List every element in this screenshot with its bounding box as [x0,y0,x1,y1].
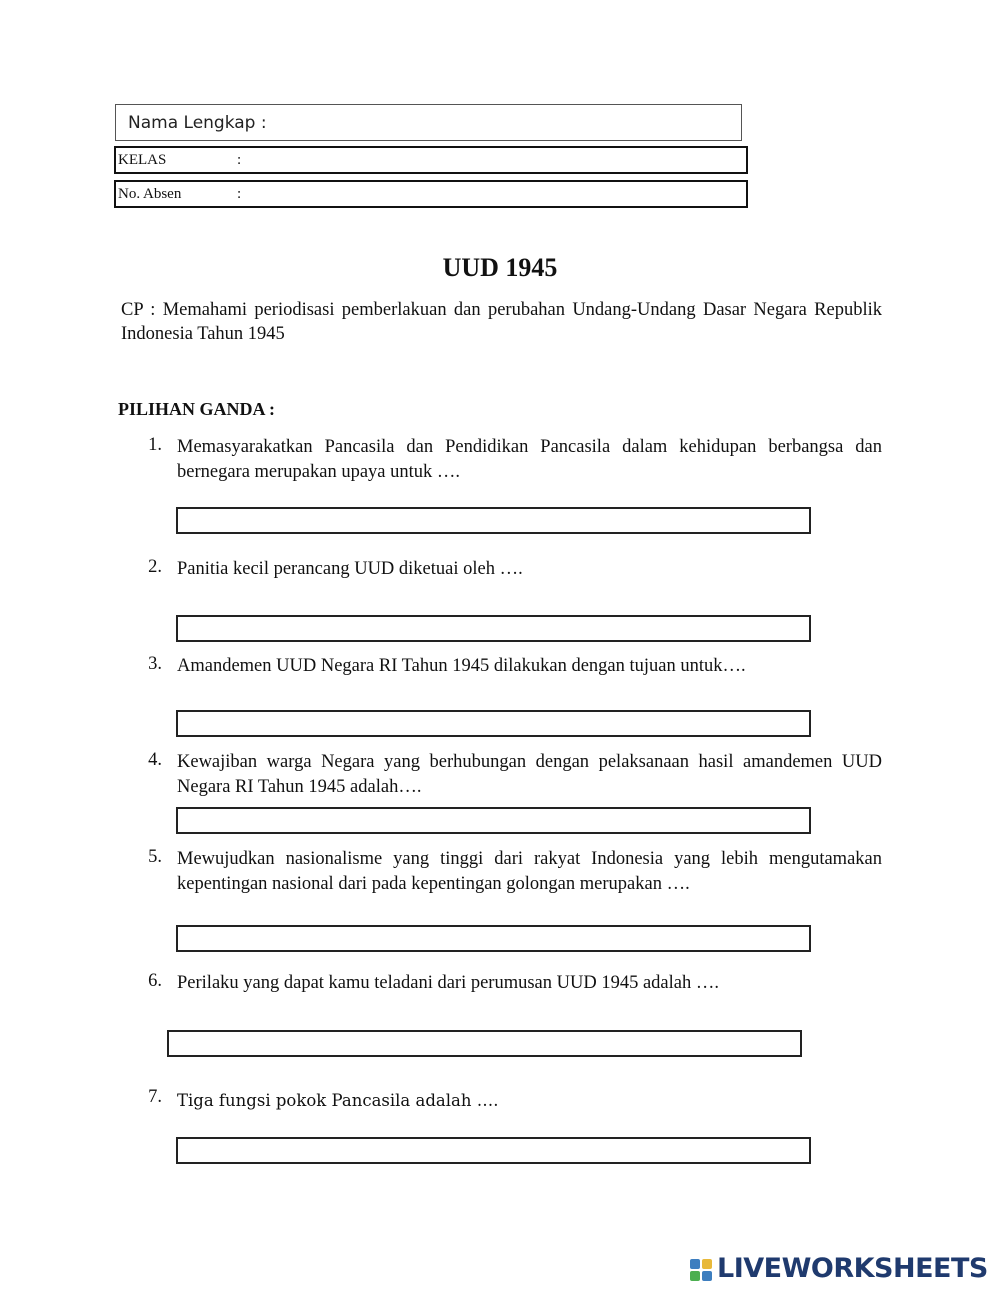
attendance-number-label: No. Absen [118,186,182,202]
learning-outcome: CP : Memahami periodisasi pemberlakuan dan perubahan Undang-Undang Dasar Negara Republik Indonesia Tahun 1945 [121,300,882,344]
page-title: UUD 1945 [442,253,558,282]
question-text: Panitia kecil perancang UUD diketuai oleh …. [177,559,523,579]
attendance-number-field[interactable] [114,180,748,208]
answer-input-5[interactable] [176,925,811,952]
question-number: 6. [148,971,162,991]
class-label: KELAS [118,152,167,168]
question-number: 5. [148,847,162,867]
section-title: PILIHAN GANDA : [118,399,276,419]
logo-wordmark: LIVEWORKSHEETS [717,1253,988,1284]
answer-input-4[interactable] [176,807,811,834]
question-number: 7. [148,1087,162,1107]
answer-input-6[interactable] [167,1030,802,1057]
answer-input-2[interactable] [176,615,811,642]
question-text: Tiga fungsi pokok Pancasila adalah …. [177,1091,499,1110]
answer-input-3[interactable] [176,710,811,737]
question-number: 3. [148,654,162,674]
question-number: 2. [148,557,162,577]
answer-input-7[interactable] [176,1137,811,1164]
full-name-field[interactable] [115,104,742,141]
question-text: Mewujudkan nasionalisme yang tinggi dari rakyat Indonesia yang lebih mengutamakan kepentingan nasional dari pada kepentingan golongan merupakan …. [177,849,882,894]
attendance-number-colon: : [237,186,242,202]
answer-input-1[interactable] [176,507,811,534]
question-text: Kewajiban warga Negara yang berhubungan dengan pelaksanaan hasil amandemen UUD Negara RI Tahun 1945 adalah…. [177,752,882,797]
full-name-label: Nama Lengkap : [128,113,267,133]
class-colon: : [237,152,242,168]
liveworksheets-logo [690,1253,990,1285]
question-number: 1. [148,435,162,455]
question-text: Memasyarakatkan Pancasila dan Pendidikan Pancasila dalam kehidupan berbangsa dan bernegara merupakan upaya untuk …. [177,437,882,482]
question-text: Perilaku yang dapat kamu teladani dari perumusan UUD 1945 adalah …. [177,973,719,993]
question-text: Amandemen UUD Negara RI Tahun 1945 dilakukan dengan tujuan untuk…. [177,656,746,676]
question-number: 4. [148,750,162,770]
class-field[interactable] [114,146,748,174]
logo-grid-icon [690,1259,712,1281]
